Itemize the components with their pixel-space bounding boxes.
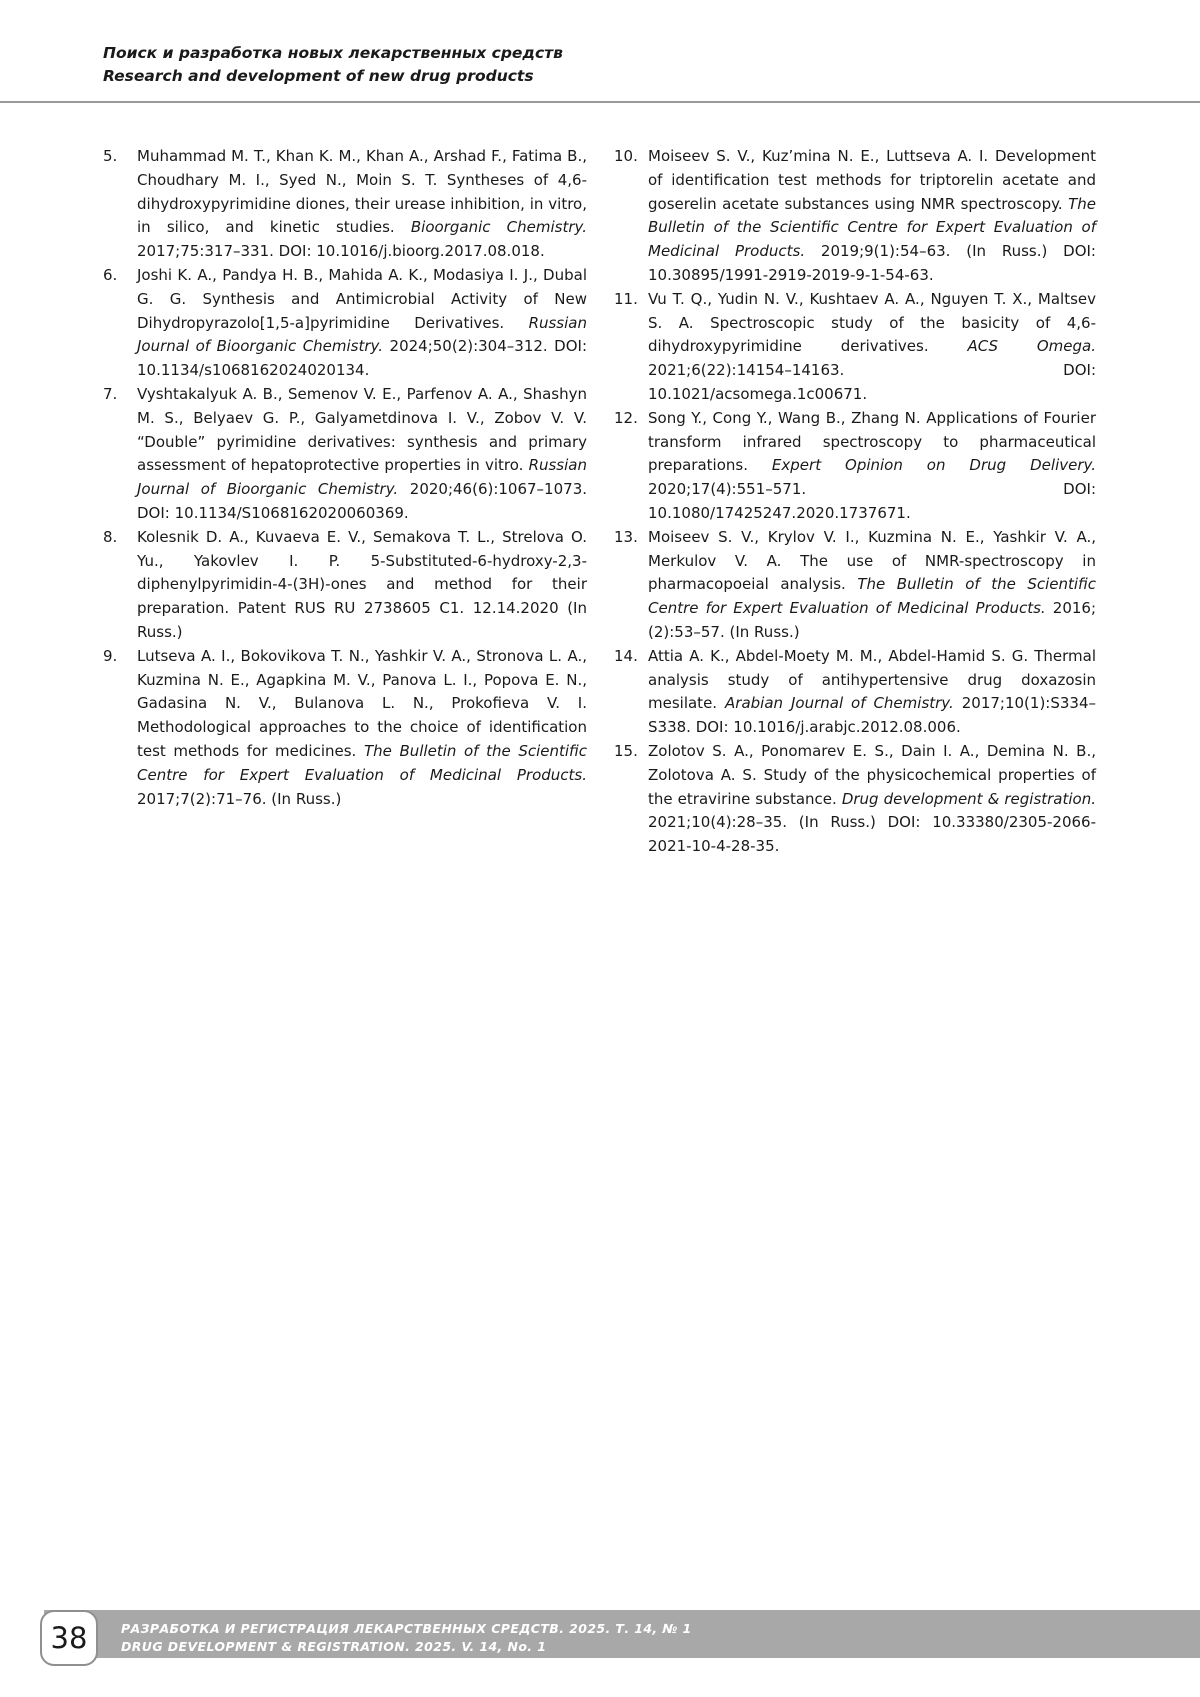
reference-number: 5. xyxy=(103,145,137,264)
reference-item xyxy=(614,526,1096,645)
header-divider xyxy=(0,101,1200,103)
reference-text: Vu T. Q., Yudin N. V., Kushtaev A. A., Nguyen T. X., Maltsev S. A. Spectroscopic study of the basicity of 4,6-dihydroxypyrimidine derivatives. ACS Omega. 2021;6(22):14154–14163. DOI: 10.1021/acsomega.1c00671. xyxy=(648,288,1096,407)
running-header-ru: Поиск и разработка новых лекарственных средств xyxy=(103,42,1103,65)
reference-list-left xyxy=(103,145,587,811)
running-header-en: Research and development of new drug products xyxy=(103,65,1103,88)
reference-item xyxy=(103,526,587,645)
running-header xyxy=(103,42,1103,88)
reference-item xyxy=(103,145,587,264)
reference-list-right xyxy=(614,145,1096,859)
reference-item xyxy=(614,740,1096,859)
journal-title: Russian Journal of Bioorganic Chemistry. xyxy=(137,456,587,498)
reference-text: Attia A. K., Abdel-Moety M. M., Abdel-Hamid S. G. Thermal analysis study of antihypertensive drug doxazosin mesilate. Arabian Journal of Chemistry. 2017;10(1):S334–S338. DOI: 10.1016/j.arabjc.2012.08.006. xyxy=(648,645,1096,740)
reference-text: Lutseva A. I., Bokovikova T. N., Yashkir V. A., Stronova L. A., Kuzmina N. E., Agapkina M. V., Panova L. I., Popova E. N., Gadasina N. V., Bulanova L. N., Prokofieva V. I. Methodological approaches to the choice of identification test methods for medicines. The Bulletin of the Scientific Centre for Expert Evaluation of Medicinal Products. 2017;7(2):71–76. (In Russ.) xyxy=(137,645,587,812)
journal-title: Drug development & registration. xyxy=(842,790,1096,808)
reference-item xyxy=(614,288,1096,407)
reference-text: Joshi K. A., Pandya H. B., Mahida A. K., Modasiya I. J., Dubal G. G. Synthesis and Antimicrobial Activity of New Dihydropyrazolo[1,5-a]pyrimidine Derivatives. Russian Journal of Bioorganic Chemistry. 2024;50(2):304–312. DOI: 10.1134/s1068162024020134. xyxy=(137,264,587,383)
reference-text: Song Y., Cong Y., Wang B., Zhang N. Applications of Fourier transform infrared spectroscopy to pharmaceutical preparations. Expert Opinion on Drug Delivery. 2020;17(4):551–571. DOI: 10.1080/17425247.2020.1737671. xyxy=(648,407,1096,526)
reference-number: 12. xyxy=(614,407,648,526)
reference-item xyxy=(103,383,587,526)
reference-text: Zolotov S. A., Ponomarev E. S., Dain I. A., Demina N. B., Zolotova A. S. Study of the physicochemical properties of the etravirine substance. Drug development & registration. 2021;10(4):28–35. (In Russ.) DOI: 10.33380/2305-2066-2021-10-4-28-35. xyxy=(648,740,1096,859)
reference-item xyxy=(103,264,587,383)
reference-item xyxy=(614,145,1096,288)
reference-text: Muhammad M. T., Khan K. M., Khan A., Arshad F., Fatima B., Choudhary M. I., Syed N., Moin S. T. Syntheses of 4,6-dihydroxypyrimidine diones, their urease inhibition, in vitro, in silico, and kinetic studies. Bioorganic Chemistry. 2017;75:317–331. DOI: 10.1016/j.bioorg.2017.08.018. xyxy=(137,145,587,264)
reference-number: 11. xyxy=(614,288,648,407)
reference-text: Moiseev S. V., Kuz’mina N. E., Luttseva A. I. Development of identification test methods for triptorelin acetate and goserelin acetate substances using NMR spectroscopy. The Bulletin of the Scientific Centre for Expert Evaluation of Medicinal Products. 2019;9(1):54–63. (In Russ.) DOI: 10.30895/1991-2919-2019-9-1-54-63. xyxy=(648,145,1096,288)
reference-item xyxy=(103,645,587,812)
reference-text: Moiseev S. V., Krylov V. I., Kuzmina N. E., Yashkir V. A., Merkulov V. A. The use of NMR-spectroscopy in pharmacopoeial analysis. The Bulletin of the Scientific Centre for Expert Evaluation of Medicinal Products. 2016;(2):53–57. (In Russ.) xyxy=(648,526,1096,645)
reference-number: 6. xyxy=(103,264,137,383)
reference-number: 13. xyxy=(614,526,648,645)
reference-text: Vyshtakalyuk A. B., Semenov V. E., Parfenov A. A., Shashyn M. S., Belyaev G. P., Galyametdinova I. V., Zobov V. V. “Double” pyrimidine derivatives: synthesis and primary assessment of hepatoprotective properties in vitro. Russian Journal of Bioorganic Chemistry. 2020;46(6):1067–1073. DOI: 10.1134/S1068162020060369. xyxy=(137,383,587,526)
reference-number: 14. xyxy=(614,645,648,740)
reference-number: 8. xyxy=(103,526,137,645)
reference-number: 15. xyxy=(614,740,648,859)
journal-title: The Bulletin of the Scientific Centre for Expert Evaluation of Medicinal Products. xyxy=(648,575,1096,617)
footer-journal-en: DRUG DEVELOPMENT & REGISTRATION. 2025. V. 14, No. 1 xyxy=(121,1638,1181,1656)
journal-title: Russian Journal of Bioorganic Chemistry. xyxy=(137,314,587,356)
journal-title: Arabian Journal of Chemistry. xyxy=(725,694,954,712)
journal-title: Bioorganic Chemistry. xyxy=(411,218,587,236)
journal-title: The Bulletin of the Scientific Centre for Expert Evaluation of Medicinal Products. xyxy=(648,195,1096,261)
reference-number: 9. xyxy=(103,645,137,812)
journal-title: ACS Omega. xyxy=(967,337,1096,355)
footer-journal-ru: РАЗРАБОТКА И РЕГИСТРАЦИЯ ЛЕКАРСТВЕННЫХ СРЕДСТВ. 2025. Т. 14, № 1 xyxy=(121,1620,1181,1638)
page-number: 38 xyxy=(40,1610,98,1666)
footer-journal-info xyxy=(121,1620,1181,1656)
reference-item xyxy=(614,407,1096,526)
journal-title: Expert Opinion on Drug Delivery. xyxy=(772,456,1096,474)
reference-item xyxy=(614,645,1096,740)
reference-number: 7. xyxy=(103,383,137,526)
references-column-right xyxy=(614,145,1096,859)
reference-text: Kolesnik D. A., Kuvaeva E. V., Semakova T. L., Strelova O. Yu., Yakovlev I. P. 5-Substituted-6-hydroxy-2,3-diphenylpyrimidin-4-(3H)-ones and method for their preparation. Patent RUS RU 2738605 C1. 12.14.2020 (In Russ.) xyxy=(137,526,587,645)
reference-number: 10. xyxy=(614,145,648,288)
journal-title: The Bulletin of the Scientific Centre for Expert Evaluation of Medicinal Products. xyxy=(137,742,587,784)
references-column-left xyxy=(103,145,587,811)
